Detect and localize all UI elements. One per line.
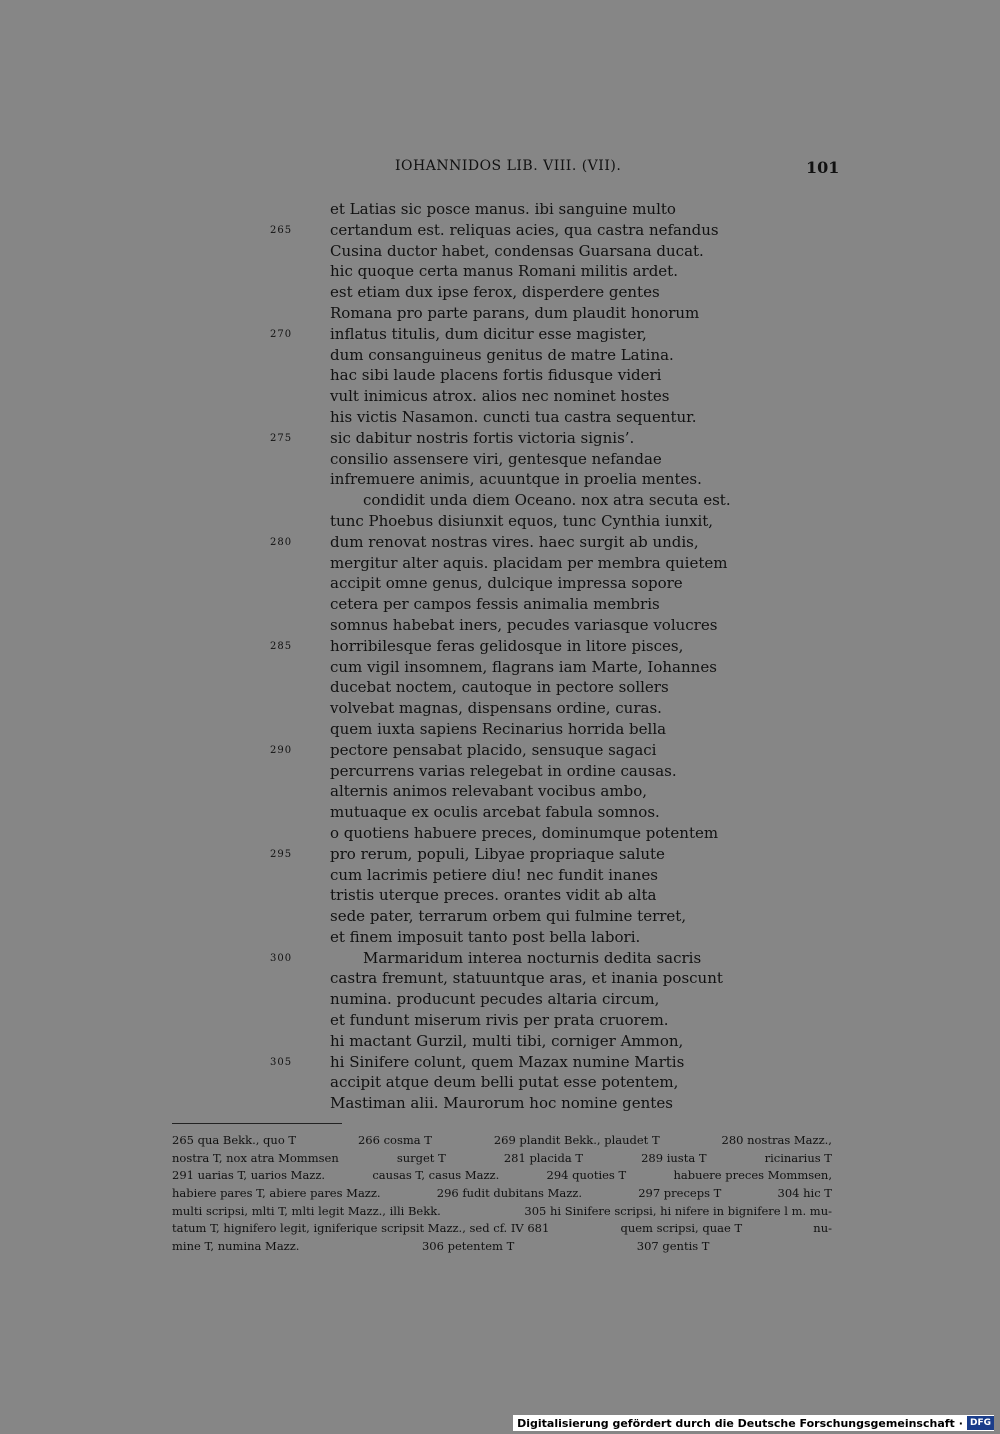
verse-line [270, 303, 830, 324]
verse-text: his victis Nasamon. cuncti tua castra sequentur. [330, 407, 697, 426]
verse-line [270, 615, 830, 636]
verse-text: vult inimicus atrox. alios nec nominet hostes [330, 387, 670, 406]
footnote-line [172, 1203, 832, 1221]
verse-text: pro rerum, populi, Libyae propriaque salute [330, 844, 665, 863]
verse-line [270, 428, 830, 449]
verse-line [270, 553, 830, 574]
verse-text: o quotiens habuere preces, dominumque potentem [330, 823, 719, 842]
verse-text: Mastiman alii. Maurorum hoc nomine gentes [330, 1094, 673, 1113]
verse-text: Cusina ductor habet, condensas Guarsana ducat. [330, 241, 704, 260]
verse-line [270, 386, 830, 407]
line-number: 290 [270, 744, 293, 756]
line-number: 275 [270, 432, 293, 444]
verse-text: et finem imposuit tanto post bella labori. [330, 927, 641, 946]
verse-text: cetera per campos fessis animalia membris [330, 595, 660, 614]
verse-line [270, 1031, 830, 1052]
verse-text: hac sibi laude placens fortis fidusque videri [330, 366, 662, 385]
verse-text: hi Sinifere colunt, quem Mazax numine Martis [330, 1052, 685, 1071]
footnote-entry: 265 qua Bekk., quo T [172, 1133, 297, 1147]
verse-text: consilio assensere viri, gentesque nefandae [330, 449, 662, 468]
verse-text: cum vigil insomnem, flagrans iam Marte, Iohannes [330, 657, 717, 676]
verse-line [270, 968, 830, 989]
line-number: 305 [270, 1056, 293, 1068]
verse-line [270, 532, 830, 553]
footnote-line [172, 1150, 832, 1168]
footnote-entry: 266 cosma T [357, 1133, 432, 1147]
verse-text: Marmaridum interea nocturnis dedita sacris [363, 948, 702, 967]
verse-line [270, 1072, 830, 1093]
verse-text: cum lacrimis petiere diu! nec fundit inanes [330, 865, 658, 884]
footer-credit [513, 1415, 994, 1431]
footnotes [172, 1132, 832, 1256]
footnote-entry: ricinarius T [764, 1150, 832, 1165]
line-number: 270 [270, 328, 293, 340]
footnote-entry: 296 fudit dubitans Mazz. [436, 1186, 583, 1201]
footnote-rule [172, 1123, 342, 1124]
footnote-entry: 307 gentis T [636, 1239, 710, 1254]
line-number: 265 [270, 224, 293, 236]
verse-text: sede pater, terrarum orbem qui fulmine terret, [330, 907, 687, 926]
verse-text: dum renovat nostras vires. haec surgit ab undis, [330, 532, 699, 551]
footnote-line [172, 1185, 832, 1203]
verse-line [270, 761, 830, 782]
verse-line [270, 511, 830, 532]
footnote-entry: nu- [813, 1221, 832, 1236]
verse-line [270, 740, 830, 761]
verse-line [270, 927, 830, 948]
verse-line [270, 906, 830, 927]
footnote-entry: 281 placida T [503, 1150, 584, 1165]
verse-text: inflatus titulis, dum dicitur esse magister, [330, 324, 647, 343]
footnote-line [172, 1238, 832, 1256]
verse-line [270, 594, 830, 615]
verse-line [270, 490, 830, 511]
footnote-line [172, 1132, 832, 1150]
verse-line [270, 657, 830, 678]
footnote-entry: multi scripsi, mlti T, mlti legit Mazz., illi Bekk. [172, 1203, 441, 1218]
footnote-entry: habiere pares T, abiere pares Mazz. [172, 1186, 381, 1201]
footnote-entry: tatum T, hignifero legit, igniferique scripsit Mazz., sed cf. IV 681 [172, 1221, 550, 1236]
verse-line [270, 261, 830, 282]
verse-line [270, 1093, 830, 1114]
dfg-logo: DFG [967, 1416, 994, 1430]
footnote-entry: 269 plandit Bekk., plaudet T [493, 1133, 660, 1147]
separator-dot: · [958, 1416, 963, 1430]
verse-line [270, 1052, 830, 1073]
verse-text: volvebat magnas, dispensans ordine, curas. [330, 699, 662, 718]
verse-text: numina. producunt pecudes altaria circum, [330, 990, 660, 1009]
verse-text: alternis animos relevabant vocibus ambo, [330, 782, 647, 801]
verse-text: pectore pensabat placido, sensuque sagaci [330, 740, 657, 759]
verse-text: condidit unda diem Oceano. nox atra secuta est. [363, 491, 731, 510]
footer-credit-text: Digitalisierung gefördert durch die Deutsche Forschungsgemeinschaft [517, 1416, 955, 1430]
page-number: 101 [806, 158, 840, 177]
verse-line [270, 199, 830, 220]
footnote-entry: habuere preces Mommsen, [673, 1168, 832, 1183]
verse-line [270, 719, 830, 740]
verse-text: est etiam dux ipse ferox, disperdere gentes [330, 283, 660, 302]
footnote-entry: surget T [396, 1150, 446, 1165]
verse-text: quem iuxta sapiens Recinarius horrida bella [330, 719, 667, 738]
verse-text: tunc Phoebus disiunxit equos, tunc Cynthia iunxit, [330, 511, 714, 530]
verse-text: tristis uterque preces. orantes vidit ab alta [330, 886, 657, 905]
verse-line [270, 677, 830, 698]
verse-text: dum consanguineus genitus de matre Latina. [330, 345, 674, 364]
footnote-entry: mine T, numina Mazz. [172, 1239, 300, 1254]
line-number: 280 [270, 536, 293, 548]
running-header: IOHANNIDOS LIB. VIII. (VII). [395, 158, 622, 174]
verse-text: castra fremunt, statuuntque aras, et inania poscunt [330, 969, 723, 988]
footnote-entry: nostra T, nox atra Mommsen [172, 1150, 339, 1165]
verse-text: horribilesque feras gelidosque in litore pisces, [330, 636, 684, 655]
verse-line [270, 823, 830, 844]
verse-text: et fundunt miserum rivis per prata cruorem. [330, 1011, 669, 1030]
line-number: 295 [270, 848, 293, 860]
verse-line [270, 802, 830, 823]
verse-line [270, 885, 830, 906]
footnote-line [172, 1167, 832, 1185]
verse-text: hic quoque certa manus Romani militis ardet. [330, 262, 678, 281]
verse-text: accipit omne genus, dulcique impressa sopore [330, 574, 683, 593]
verse-text: accipit atque deum belli putat esse potentem, [330, 1073, 679, 1092]
line-number: 285 [270, 640, 293, 652]
verse-line [270, 469, 830, 490]
verse-line [270, 1010, 830, 1031]
footnote-entry: 294 quoties T [546, 1168, 627, 1183]
verse-line [270, 324, 830, 345]
verse-line [270, 636, 830, 657]
verse-line [270, 241, 830, 262]
footnote-entry: 306 petentem T [421, 1239, 515, 1254]
verse-line [270, 698, 830, 719]
verse-line [270, 865, 830, 886]
verse-line [270, 282, 830, 303]
footnote-entry: 289 iusta T [641, 1150, 707, 1165]
verse-line [270, 781, 830, 802]
verse-text: Romana pro parte parans, dum plaudit honorum [330, 303, 700, 322]
verse-text: hi mactant Gurzil, multi tibi, corniger Ammon, [330, 1031, 684, 1050]
verse-line [270, 948, 830, 969]
verse-line [270, 345, 830, 366]
verse-text: mutuaque ex oculis arcebat fabula somnos. [330, 803, 660, 822]
verse-text: somnus habebat iners, pecudes variasque volucres [330, 615, 718, 634]
verse-text: et Latias sic posce manus. ibi sanguine multo [330, 200, 676, 218]
verse-line [270, 407, 830, 428]
verse-line [270, 220, 830, 241]
footnote-entry: 297 preceps T [638, 1186, 722, 1201]
verse-text: infremuere animis, acuuntque in proelia mentes. [330, 470, 702, 489]
verse-line [270, 989, 830, 1010]
footnote-entry: 280 nostras Mazz., [721, 1133, 832, 1147]
footnote-entry: quem scripsi, quae T [620, 1221, 743, 1236]
footnote-line [172, 1220, 832, 1238]
line-number: 300 [270, 952, 293, 964]
verse-line [270, 449, 830, 470]
verse-text: percurrens varias relegebat in ordine causas. [330, 761, 677, 780]
poem-text [270, 199, 830, 1114]
footnote-entry: 304 hic T [777, 1186, 832, 1201]
verse-line [270, 844, 830, 865]
verse-line [270, 365, 830, 386]
footnote-entry: 291 uarias T, uarios Mazz. [172, 1168, 326, 1183]
verse-text: certandum est. reliquas acies, qua castra nefandus [330, 220, 719, 239]
verse-text: sic dabitur nostris fortis victoria signis’. [330, 428, 635, 447]
footnote-entry: causas T, casus Mazz. [372, 1168, 500, 1183]
verse-text: ducebat noctem, cautoque in pectore sollers [330, 678, 669, 697]
footnote-entry: 305 hi Sinifere scripsi, hi nifere in bignifere l m. mu- [524, 1203, 832, 1218]
verse-line [270, 573, 830, 594]
verse-text: mergitur alter aquis. placidam per membra quietem [330, 553, 728, 572]
